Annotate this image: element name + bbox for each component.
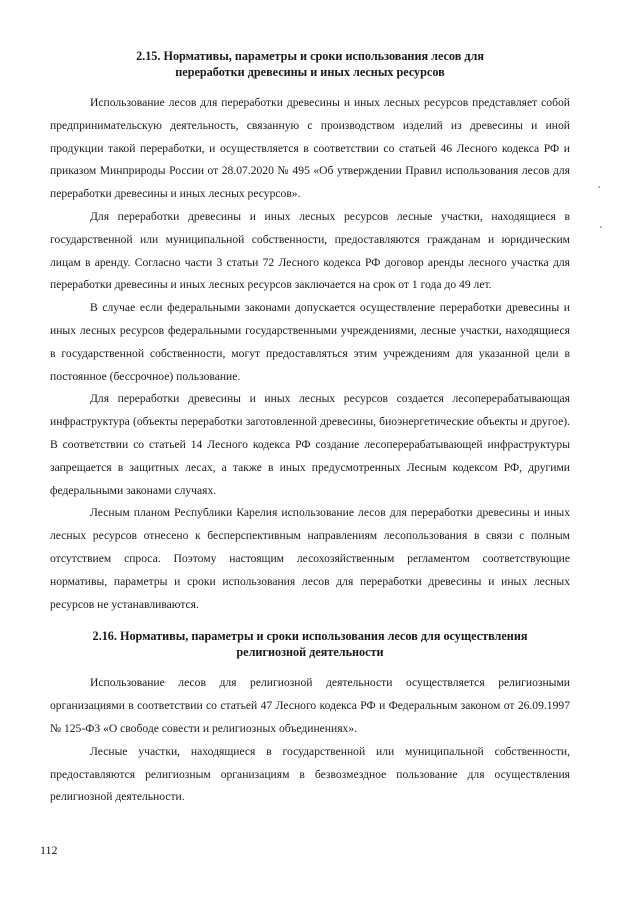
paragraph: В случае если федеральными законами допускается осуществление переработки древесины и иных лесных ресурсов федеральными государственными учреждениями, лесные участки, находящиеся в государственной собственности, могут предоставляться этим учреждениям для указанной цели в постоянное (бессрочное) пользование.	[50, 301, 570, 383]
section-heading-line: 2.16. Нормативы, параметры и сроки использования лесов для осуществления	[92, 629, 528, 644]
document-page	[50, 48, 570, 809]
section-heading-line: религиозной деятельности	[236, 645, 384, 660]
paragraph: Для переработки древесины и иных лесных ресурсов лесные участки, находящиеся в государственной или муниципальной собственности, предоставляются гражданам и юридическим лицам в аренду. Согласно части 3 статьи 72 Лесного кодекса РФ договор аренды лесного участка для переработки древесины и иных лесных ресурсов заключается на срок от 1 года до 49 лет.	[50, 209, 570, 292]
section-heading	[50, 628, 570, 660]
section-2-15	[50, 48, 570, 616]
paragraph: Использование лесов для переработки древесины и иных лесных ресурсов представляет собой предпринимательскую деятельность, связанную с производством изделий из древесины и иной продукции такой переработки, и осуществляется в соответствии со статьей 46 Лесного кодекса РФ и приказом Минприроды России от 28.07.2020 № 495 «Об утверждении Правил использования лесов для переработки древесины и иных лесных ресурсов».	[50, 96, 570, 201]
section-heading-line: 2.15. Нормативы, параметры и сроки использования лесов для	[136, 49, 484, 63]
paragraph: Лесные участки, находящиеся в государственной или муниципальной собственности, предоставляются религиозным организациям в безвозмездное пользование для осуществления религиозной деятельности.	[50, 744, 570, 804]
scan-speck	[600, 226, 602, 228]
section-2-16	[50, 628, 570, 809]
section-heading	[50, 48, 570, 80]
page-number: 112	[40, 843, 58, 857]
paragraph: Использование лесов для религиозной деятельности осуществляется религиозными организациями в соответствии со статьей 47 Лесного кодекса РФ и Федеральным законом от 26.09.1997 № 125-ФЗ «О свободе совести и религиозных объединениях».	[50, 676, 570, 735]
paragraph: Лесным планом Республики Карелия использование лесов для переработки древесины и иных лесных ресурсов отнесено к бесперспективным направлениям лесопользования в связи с полным отсутствием спроса. Поэтому настоящим лесохозяйственным регламентом соответствующие нормативы, параметры и сроки использования лесов для переработки древесины и иных лесных ресурсов не устанавливаются.	[50, 506, 570, 611]
scan-speck	[598, 186, 600, 188]
section-heading-line: переработки древесины и иных лесных ресурсов	[175, 65, 445, 79]
paragraph: Для переработки древесины и иных лесных ресурсов создается лесоперерабатывающая инфраструктура (объекты переработки заготовленной древесины, биоэнергетические объекты и другое). В соответствии со статьей 14 Лесного кодекса РФ создание лесоперерабатывающей инфраструктуры запрещается в защитных лесах, а также в иных предусмотренных Лесным кодексом РФ, другими федеральными законами случаях.	[50, 392, 570, 497]
